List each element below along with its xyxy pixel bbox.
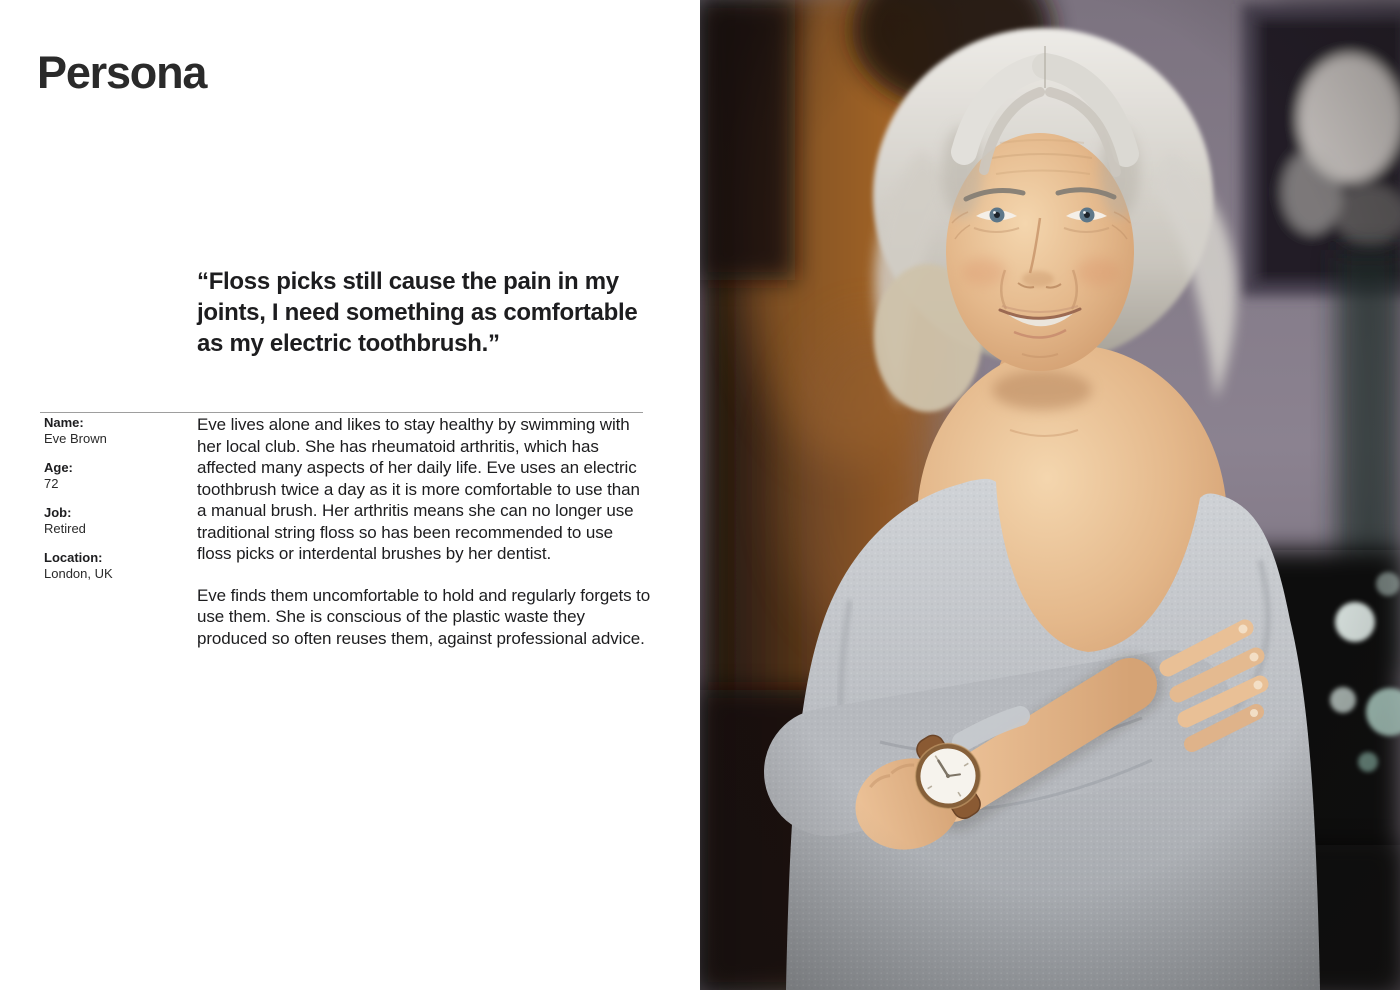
field-age-value: 72 [44,476,59,491]
bio-paragraph-1: Eve lives alone and likes to stay healthy by swimming with her local club. She has rheumatoid arthritis, which has affected many aspects of her daily life. Eve uses an electric toothbrush twice a day as it is more comfortable to use than a manual brush. Her arthritis means she can no longer use traditional string floss so has been recommended to use floss picks or interdental brushes by her dentist. [197,415,640,563]
page-title: Persona [37,47,207,98]
field-age [44,460,189,492]
field-age-label: Age: [44,460,73,475]
persona-bio [197,414,652,669]
field-location [44,550,189,582]
field-location-value: London, UK [44,566,113,581]
field-name [44,415,189,447]
persona-fields [44,415,189,595]
field-job-label: Job: [44,505,72,520]
divider-line [40,412,643,413]
persona-photo [700,0,1400,990]
bio-paragraph-2: Eve finds them uncomfortable to hold and regularly forgets to use them. She is conscious of the plastic waste they produced so often reuses them, against professional advice. [197,585,651,648]
persona-quote: “Floss picks still cause the pain in my joints, I need something as comfortable as my electric toothbrush.” [197,268,638,357]
persona-photo-illustration [700,0,1400,990]
field-job-value: Retired [44,521,86,536]
photo-vignette [700,0,1400,990]
field-name-label: Name: [44,415,84,430]
field-job [44,505,189,537]
field-location-label: Location: [44,550,103,565]
field-name-value: Eve Brown [44,431,107,446]
